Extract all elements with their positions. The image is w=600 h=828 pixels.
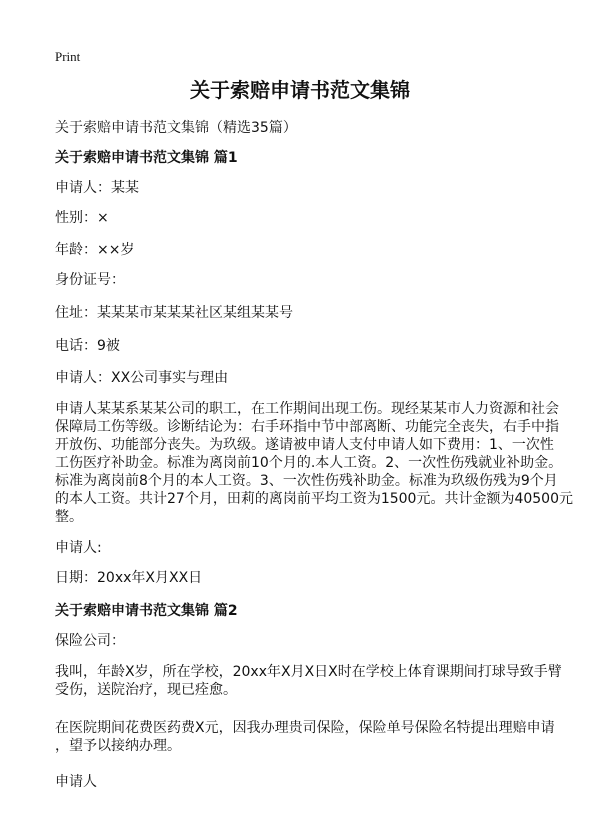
section-heading-2: 关于索赔申请书范文集锦 篇2	[55, 603, 238, 619]
date-line: 日期：20xx年X月XX日	[55, 570, 203, 586]
gender-line: 性别：×	[55, 210, 109, 226]
incident-paragraph	[55, 663, 562, 699]
paragraph-line: 申请人某某系某某公司的职工，在工作期间出现工伤。现经某某市人力资源和社会	[55, 401, 559, 417]
paragraph-line: 在医院期间花费医药费X元，因我办理贵司保险，保险单号保险名特提出理赔申请	[55, 720, 555, 736]
paragraph-line: 整。	[55, 509, 83, 525]
paragraph-line: 的本人工资。共计27个月，田莉的离岗前平均工资为1500元。共计金额为40500元	[55, 491, 573, 507]
paragraph-line: 工伤医疗补助金。标准为离岗前10个月的.本人工资。2、一次性伤残就业补助金。	[55, 455, 563, 471]
paragraph-line: 受伤，送院治疗，现已痊愈。	[55, 682, 237, 698]
signature-line-2: 申请人	[55, 774, 97, 790]
age-line: 年龄：××岁	[55, 242, 135, 258]
address-line: 住址：某某某市某某某社区某组某某号	[55, 305, 293, 321]
print-link[interactable]: Print	[55, 49, 81, 64]
id-number-line: 身份证号：	[55, 272, 125, 288]
signature-line: 申请人:	[55, 540, 102, 556]
facts-paragraph	[55, 400, 573, 526]
subtitle: 关于索赔申请书范文集锦（精选35篇）	[55, 120, 297, 136]
paragraph-line: 标准为离岗前8个月的本人工资。3、一次性伤残补助金。标准为玖级伤残为9个月	[55, 473, 558, 489]
applicant-company-line: 申请人：XX公司事实与理由	[55, 370, 229, 386]
claim-paragraph	[55, 719, 555, 755]
phone-line: 电话：9被	[55, 338, 120, 354]
page-title: 关于索赔申请书范文集锦	[190, 78, 410, 102]
section-heading-1: 关于索赔申请书范文集锦 篇1	[55, 150, 238, 166]
paragraph-line: ，望予以接纳办理。	[55, 738, 181, 754]
paragraph-line: 我叫，年龄X岁，所在学校，20xx年X月X日X时在学校上体育课期间打球导致手臂	[55, 664, 562, 680]
recipient-line: 保险公司：	[55, 633, 125, 649]
paragraph-line: 保障局工伤等级。诊断结论为：右手环指中节中部离断、功能完全丧失，右手中指	[55, 419, 559, 435]
paragraph-line: 开放伤、功能部分丧失。为玖级。遂请被申请人支付申请人如下费用：1、一次性	[55, 437, 554, 453]
applicant-line: 申请人：某某	[55, 180, 139, 196]
